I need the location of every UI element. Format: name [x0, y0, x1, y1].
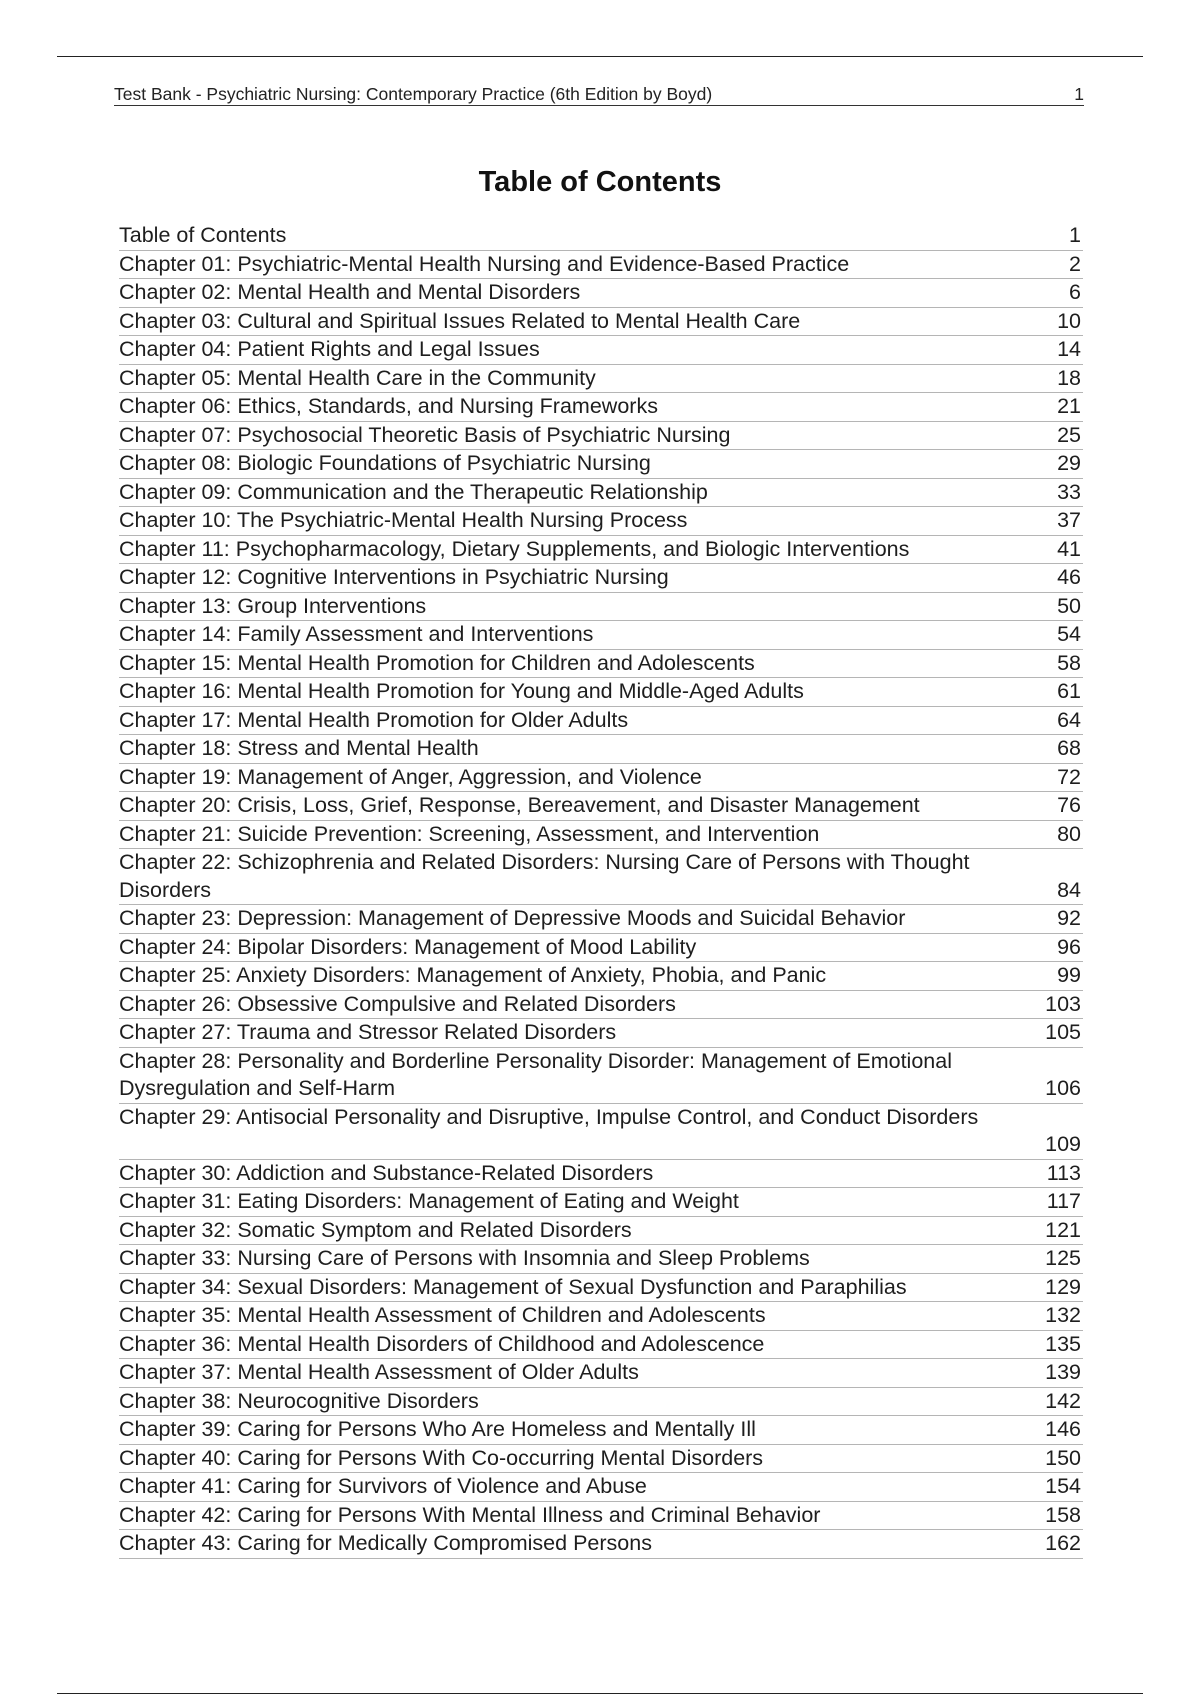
toc-entry-label: Chapter 37: Mental Health Assessment of Older Adults	[119, 1360, 639, 1384]
toc-entry-label: Chapter 17: Mental Health Promotion for Older Adults	[119, 707, 629, 732]
bottom-page-rule	[57, 1693, 1143, 1694]
toc-entry-page: 150	[1045, 1445, 1081, 1470]
toc-entry-page: 139	[1045, 1360, 1081, 1384]
toc-entry-label: Chapter 42: Caring for Persons With Mental Illness and Criminal Behavior	[119, 1502, 821, 1527]
toc-entry-label: Chapter 27: Trauma and Stressor Related Disorders	[119, 1020, 617, 1044]
toc-entry-label: Chapter 19: Management of Anger, Aggression, and Violence	[119, 764, 702, 789]
toc-entry-page: 58	[1057, 650, 1081, 675]
toc-entry-page: 29	[1057, 451, 1081, 475]
toc-entry-label: Chapter 13: Group Interventions	[119, 593, 427, 618]
toc-entry-page: 46	[1057, 565, 1081, 589]
toc-entry-page: 2	[1069, 251, 1081, 276]
toc-entry[interactable]	[119, 764, 1083, 793]
toc-entry[interactable]	[119, 479, 1083, 508]
toc-entry-page: 61	[1057, 679, 1081, 703]
toc-entry-label: Chapter 07: Psychosocial Theoretic Basis of Psychiatric Nursing	[119, 422, 731, 447]
toc-entry[interactable]	[119, 1160, 1083, 1189]
toc-entry-page: 129	[1045, 1274, 1081, 1299]
toc-entry[interactable]	[119, 707, 1083, 736]
toc-entry-page: 105	[1045, 1020, 1081, 1044]
toc-entry[interactable]	[119, 1302, 1083, 1331]
toc-entry-page: 41	[1057, 536, 1081, 561]
toc-entry-page: 125	[1045, 1246, 1081, 1270]
toc-entry-label: Chapter 39: Caring for Persons Who Are Homeless and Mentally Ill	[119, 1417, 756, 1441]
toc-heading: Table of Contents	[478, 166, 722, 198]
toc-entry[interactable]	[119, 251, 1083, 280]
toc-entry[interactable]	[119, 1274, 1083, 1303]
toc-entry-page: 106	[1045, 1076, 1081, 1100]
toc-entry-label: Chapter 06: Ethics, Standards, and Nursing Frameworks	[119, 394, 658, 418]
toc-entry-label: Chapter 09: Communication and the Therapeutic Relationship	[119, 479, 708, 504]
toc-entry[interactable]	[119, 735, 1083, 764]
toc-entry-label: Chapter 43: Caring for Medically Compromised Persons	[119, 1531, 652, 1555]
toc-entry-label: Chapter 20: Crisis, Loss, Grief, Response, Bereavement, and Disaster Management	[119, 793, 920, 817]
toc-entry[interactable]	[119, 1245, 1083, 1274]
toc-entry-page: 158	[1045, 1502, 1081, 1527]
toc-entry-label: Chapter 26: Obsessive Compulsive and Related Disorders	[119, 991, 676, 1016]
toc-entry-page: 109	[1045, 1132, 1081, 1156]
toc-entry-page: 92	[1057, 906, 1081, 930]
toc-entry-page: 146	[1045, 1417, 1081, 1441]
toc-entry-page: 14	[1057, 337, 1081, 361]
toc-entry-label: Chapter 32: Somatic Symptom and Related Disorders	[119, 1217, 632, 1242]
toc-entry[interactable]	[119, 678, 1083, 707]
toc-entry-page: 80	[1057, 821, 1081, 846]
toc-entry-page: 142	[1045, 1388, 1081, 1413]
toc-entry-page: 99	[1057, 963, 1081, 987]
toc-entry-label: Chapter 21: Suicide Prevention: Screening, Assessment, and Intervention	[119, 821, 820, 846]
toc-entry-label: Chapter 11: Psychopharmacology, Dietary Supplements, and Biologic Interventions	[119, 536, 910, 561]
toc-entry[interactable]	[119, 650, 1083, 679]
toc-entry-label: Chapter 28: Personality and Borderline Personality Disorder: Management of Emotional	[119, 1048, 952, 1073]
toc-entry[interactable]	[119, 849, 1083, 905]
toc-entry-label: Chapter 04: Patient Rights and Legal Issues	[119, 337, 540, 361]
toc-entry-page: 135	[1045, 1331, 1081, 1356]
toc-entry-page: 33	[1057, 479, 1081, 504]
toc-entry-label: Chapter 25: Anxiety Disorders: Management of Anxiety, Phobia, and Panic	[119, 963, 827, 987]
toc-entry-label: Chapter 12: Cognitive Interventions in Psychiatric Nursing	[119, 565, 669, 589]
toc-entry[interactable]	[119, 621, 1083, 650]
toc-entry[interactable]	[119, 279, 1083, 308]
toc-entry-page: 117	[1046, 1189, 1081, 1213]
toc-entry-label-continued: Disorders	[119, 877, 211, 902]
toc-entry-label: Table of Contents	[119, 223, 287, 247]
toc-entry-label: Chapter 31: Eating Disorders: Management of Eating and Weight	[119, 1189, 739, 1213]
toc-entry-label: Chapter 30: Addiction and Substance-Related Disorders	[119, 1160, 654, 1185]
running-header-page-number: 1	[1074, 84, 1084, 104]
toc-entry-label: Chapter 33: Nursing Care of Persons with Insomnia and Sleep Problems	[119, 1246, 810, 1270]
toc-entry[interactable]	[119, 1048, 1083, 1104]
toc-entry[interactable]	[119, 1019, 1083, 1048]
toc-entry[interactable]	[119, 905, 1083, 934]
toc-entry[interactable]	[119, 593, 1083, 622]
toc-entry-page: 1	[1069, 223, 1081, 247]
toc-entry[interactable]	[119, 564, 1083, 593]
toc-entry[interactable]	[119, 536, 1083, 565]
toc-entry-page: 121	[1045, 1217, 1081, 1242]
toc-entry-page: 154	[1045, 1474, 1081, 1498]
toc-entry[interactable]	[119, 422, 1083, 451]
toc-entry-label: Chapter 03: Cultural and Spiritual Issues Related to Mental Health Care	[119, 308, 801, 333]
toc-entry[interactable]	[119, 1445, 1083, 1474]
top-page-rule	[57, 56, 1143, 57]
running-header-title: Test Bank - Psychiatric Nursing: Contemporary Practice (6th Edition by Boyd)	[114, 84, 713, 104]
toc-entry-page: 64	[1057, 707, 1081, 732]
toc-entry[interactable]	[119, 1388, 1083, 1417]
toc-entry-page: 103	[1045, 991, 1081, 1016]
table-of-contents	[119, 222, 1083, 1559]
toc-entry-label: Chapter 08: Biologic Foundations of Psychiatric Nursing	[119, 451, 651, 475]
toc-entry-label: Chapter 14: Family Assessment and Interventions	[119, 622, 594, 646]
toc-entry[interactable]	[119, 1502, 1083, 1531]
toc-entry-label: Chapter 23: Depression: Management of Depressive Moods and Suicidal Behavior	[119, 906, 906, 930]
toc-entry-page: 96	[1057, 934, 1081, 959]
toc-entry-page: 21	[1057, 394, 1081, 418]
toc-entry[interactable]	[119, 991, 1083, 1020]
toc-entry[interactable]	[119, 821, 1083, 850]
toc-entry[interactable]	[119, 1331, 1083, 1360]
toc-entry[interactable]	[119, 934, 1083, 963]
toc-entry-page: 18	[1057, 365, 1081, 390]
toc-entry-label: Chapter 40: Caring for Persons With Co-occurring Mental Disorders	[119, 1445, 764, 1470]
toc-entry-page: 25	[1057, 422, 1081, 447]
running-header	[114, 83, 1084, 106]
toc-entry-page: 84	[1057, 877, 1081, 902]
toc-entry-label: Chapter 36: Mental Health Disorders of Childhood and Adolescence	[119, 1331, 765, 1356]
toc-entry[interactable]	[119, 336, 1083, 365]
toc-entry-label: Chapter 18: Stress and Mental Health	[119, 736, 479, 760]
toc-entry[interactable]	[119, 1359, 1083, 1388]
toc-entry[interactable]	[119, 507, 1083, 536]
toc-entry[interactable]	[119, 1188, 1083, 1217]
toc-entry[interactable]	[119, 1217, 1083, 1246]
toc-entry-label-continued: Dysregulation and Self-Harm	[119, 1076, 396, 1100]
toc-entry-label: Chapter 35: Mental Health Assessment of Children and Adolescents	[119, 1303, 766, 1327]
toc-entry-page: 68	[1057, 736, 1081, 760]
toc-entry[interactable]	[119, 365, 1083, 394]
toc-entry-page: 50	[1057, 593, 1081, 618]
toc-entry-label: Chapter 22: Schizophrenia and Related Disorders: Nursing Care of Persons with Thought	[119, 850, 970, 874]
toc-entry-label: Chapter 29: Antisocial Personality and Disruptive, Impulse Control, and Conduct Disorders	[119, 1104, 979, 1129]
toc-entry-page: 54	[1057, 622, 1081, 646]
toc-entry[interactable]	[119, 792, 1083, 821]
toc-entry[interactable]	[119, 1473, 1083, 1502]
toc-entry[interactable]	[119, 393, 1083, 422]
toc-entry-label: Chapter 02: Mental Health and Mental Disorders	[119, 280, 581, 304]
toc-entry[interactable]	[119, 1530, 1083, 1559]
toc-entry-label: Chapter 05: Mental Health Care in the Community	[119, 365, 596, 390]
toc-entry[interactable]	[119, 962, 1083, 991]
toc-entry-page: 37	[1057, 508, 1081, 532]
toc-entry-label: Chapter 16: Mental Health Promotion for Young and Middle-Aged Adults	[119, 679, 804, 703]
toc-entry-label: Chapter 34: Sexual Disorders: Management of Sexual Dysfunction and Paraphilias	[119, 1274, 907, 1299]
toc-entry-label: Chapter 15: Mental Health Promotion for Children and Adolescents	[119, 650, 755, 675]
toc-entry[interactable]	[119, 1104, 1083, 1160]
toc-entry[interactable]	[119, 450, 1083, 479]
toc-entry[interactable]	[119, 1416, 1083, 1445]
toc-entry-label: Chapter 38: Neurocognitive Disorders	[119, 1388, 479, 1413]
toc-entry-page: 6	[1069, 280, 1081, 304]
toc-entry-page: 76	[1057, 793, 1081, 817]
toc-entry-label: Chapter 24: Bipolar Disorders: Management of Mood Lability	[119, 934, 697, 959]
toc-entry[interactable]	[119, 308, 1083, 337]
toc-entry-page: 72	[1057, 764, 1081, 789]
toc-entry-page: 10	[1057, 308, 1081, 333]
toc-entry[interactable]	[119, 222, 1083, 251]
toc-entry-page: 132	[1045, 1303, 1081, 1327]
toc-entry-page: 113	[1046, 1160, 1081, 1185]
toc-entry-label: Chapter 01: Psychiatric-Mental Health Nursing and Evidence-Based Practice	[119, 251, 850, 276]
toc-entry-label: Chapter 10: The Psychiatric-Mental Health Nursing Process	[119, 508, 688, 532]
toc-entry-label: Chapter 41: Caring for Survivors of Violence and Abuse	[119, 1474, 647, 1498]
toc-entry-page: 162	[1045, 1531, 1081, 1555]
